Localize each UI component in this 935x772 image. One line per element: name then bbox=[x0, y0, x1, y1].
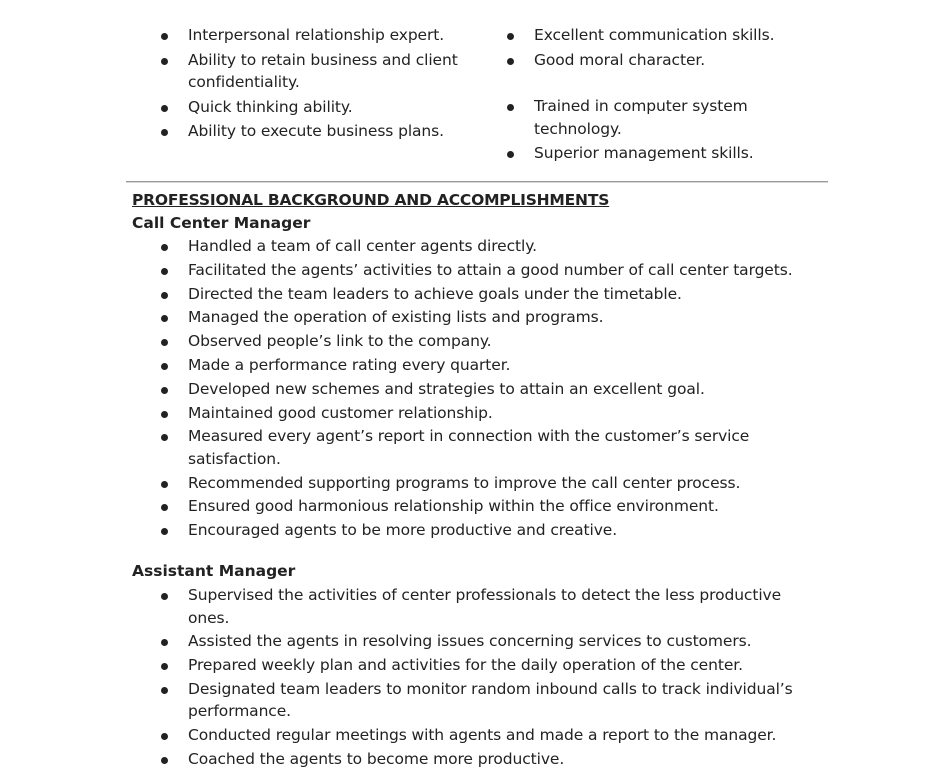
duties-list bbox=[160, 584, 800, 772]
skill-item: Trained in computer system technology. bbox=[506, 95, 806, 140]
skill-item: Quick thinking ability. bbox=[160, 96, 480, 119]
duty-item: Measured every agent’s report in connection with the customer’s service satisfaction. bbox=[160, 425, 800, 470]
duty-item: Maintained good customer relationship. bbox=[160, 402, 800, 425]
duty-item: Managed the operation of existing lists and programs. bbox=[160, 306, 800, 329]
skill-item: Ability to execute business plans. bbox=[160, 120, 480, 143]
duty-item: Designated team leaders to monitor random inbound calls to track individual’s performance. bbox=[160, 678, 800, 723]
duty-item: Developed new schemes and strategies to attain an excellent goal. bbox=[160, 378, 800, 401]
duty-item: Encouraged agents to be more productive and creative. bbox=[160, 519, 800, 542]
skill-item: Ability to retain business and client confidentiality. bbox=[160, 49, 480, 94]
duty-item: Made a performance rating every quarter. bbox=[160, 354, 800, 377]
skills-list-left bbox=[160, 24, 480, 145]
duty-item: Ensured good harmonious relationship within the office environment. bbox=[160, 495, 800, 518]
duty-item: Prepared weekly plan and activities for the daily operation of the center. bbox=[160, 654, 800, 677]
job-title: Assistant Manager bbox=[132, 562, 296, 580]
skill-item: Good moral character. bbox=[506, 49, 806, 72]
duties-list bbox=[160, 235, 800, 543]
skill-item: Excellent communication skills. bbox=[506, 24, 806, 47]
duty-item: Directed the team leaders to achieve goals under the timetable. bbox=[160, 283, 800, 306]
skills-spacer bbox=[506, 73, 806, 95]
duty-item: Supervised the activities of center professionals to detect the less productive ones. bbox=[160, 584, 800, 629]
skill-item: Interpersonal relationship expert. bbox=[160, 24, 480, 47]
section-heading: PROFESSIONAL BACKGROUND AND ACCOMPLISHMENTS bbox=[132, 191, 610, 209]
duty-item: Observed people’s link to the company. bbox=[160, 330, 800, 353]
duty-item: Assisted the agents in resolving issues concerning services to customers. bbox=[160, 630, 800, 653]
skills-list-right bbox=[506, 24, 806, 167]
section-divider bbox=[126, 181, 828, 183]
duty-item: Recommended supporting programs to improve the call center process. bbox=[160, 472, 800, 495]
duty-item: Coached the agents to become more productive. bbox=[160, 748, 800, 771]
duty-item: Facilitated the agents’ activities to attain a good number of call center targets. bbox=[160, 259, 800, 282]
job-title: Call Center Manager bbox=[132, 214, 311, 232]
skill-item: Superior management skills. bbox=[506, 142, 806, 165]
duty-item: Conducted regular meetings with agents and made a report to the manager. bbox=[160, 724, 800, 747]
duty-item: Handled a team of call center agents directly. bbox=[160, 235, 800, 258]
